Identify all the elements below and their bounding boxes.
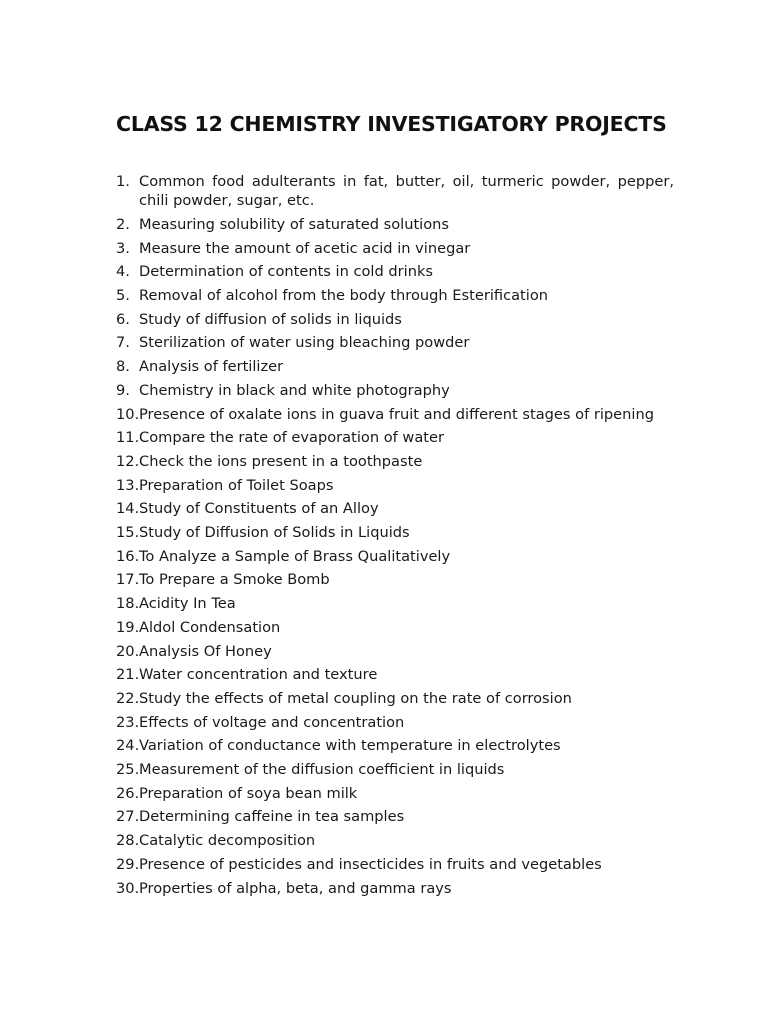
list-item [116,172,674,210]
list-item [116,452,674,471]
list-item [116,262,674,281]
list-item [116,594,674,613]
list-item-number: 29. [116,855,140,873]
project-list [116,172,674,902]
list-item-number: 18. [116,595,140,613]
list-item-text: Chemistry in black and white photography [139,381,450,399]
list-item [116,405,674,424]
list-item-text: Presence of oxalate ions in guava fruit and different stages of ripening [139,405,654,423]
list-item [116,333,674,352]
list-item [116,855,674,874]
list-item-text: Acidity In Tea [139,595,236,613]
list-item-number: 3. [116,239,130,257]
list-item-text: Catalytic decomposition [139,832,316,850]
list-item-number: 15. [116,524,140,542]
list-item-number: 23. [116,713,140,731]
list-item-number: 21. [116,666,140,684]
list-item [116,831,674,850]
list-item [116,570,674,589]
list-item [116,239,674,258]
list-item-number: 22. [116,689,140,707]
list-item-number: 24. [116,737,140,755]
list-item-number: 17. [116,571,140,589]
list-item-number: 16. [116,547,140,565]
list-item-text: To Analyze a Sample of Brass Qualitatively [139,547,451,565]
list-item-text: To Prepare a Smoke Bomb [139,571,330,589]
list-item-text: Measuring solubility of saturated solutions [139,215,449,233]
list-item-number: 12. [116,452,140,470]
list-item [116,547,674,566]
list-item-number: 30. [116,879,140,897]
list-item-number: 26. [116,784,140,802]
list-item-text: Presence of pesticides and insecticides in fruits and vegetables [139,855,602,873]
page-title: CLASS 12 CHEMISTRY INVESTIGATORY PROJECTS [116,112,667,136]
list-item-number: 27. [116,808,140,826]
list-item-text: Check the ions present in a toothpaste [139,452,423,470]
list-item-number: 7. [116,334,130,352]
list-item-text: Measurement of the diffusion coefficient in liquids [139,761,505,779]
list-item [116,523,674,542]
list-item-text: Determining caffeine in tea samples [139,808,405,826]
list-item [116,879,674,898]
list-item [116,807,674,826]
list-item-text: Properties of alpha, beta, and gamma rays [139,879,452,897]
list-item-text: Variation of conductance with temperature in electrolytes [139,737,561,755]
list-item [116,381,674,400]
list-item [116,476,674,495]
list-item-number: 28. [116,832,140,850]
list-item-text: Effects of voltage and concentration [139,713,405,731]
list-item [116,286,674,305]
list-item-number: 13. [116,476,140,494]
list-item-number: 9. [116,381,130,399]
list-item-text: Preparation of Toilet Soaps [139,476,334,494]
list-item-number: 25. [116,761,140,779]
list-item [116,215,674,234]
list-item [116,499,674,518]
list-item-text: Analysis Of Honey [139,642,272,660]
list-item-text: Study of Diffusion of Solids in Liquids [139,524,410,542]
list-item-text: Study of diffusion of solids in liquids [139,310,402,328]
list-item [116,642,674,661]
list-item-number: 19. [116,618,140,636]
list-item-text: Study the effects of metal coupling on the rate of corrosion [139,689,572,707]
list-item-text: Analysis of fertilizer [139,358,284,376]
list-item-number: 11. [116,429,140,447]
list-item-number: 20. [116,642,140,660]
list-item-number: 6. [116,310,130,328]
list-item-number: 2. [116,215,130,233]
list-item-number: 8. [116,358,130,376]
list-item-text: Water concentration and texture [139,666,378,684]
list-item-text: Measure the amount of acetic acid in vinegar [139,239,471,257]
list-item-number: 4. [116,263,130,281]
list-item-text: Study of Constituents of an Alloy [139,500,379,518]
list-item [116,618,674,637]
list-item [116,689,674,708]
list-item-text: Common food adulterants in fat, butter, oil, turmeric powder, pepper, chili powder, sugar, etc. [139,173,674,210]
list-item-text: Sterilization of water using bleaching powder [139,334,470,352]
list-item [116,760,674,779]
list-item-text: Aldol Condensation [139,618,281,636]
list-item [116,784,674,803]
list-item [116,428,674,447]
list-item-text: Removal of alcohol from the body through Esterification [139,287,549,305]
list-item [116,713,674,732]
list-item-number: 14. [116,500,140,518]
list-item-number: 10. [116,405,140,423]
list-item [116,736,674,755]
list-item-number: 1. [116,173,130,190]
list-item [116,357,674,376]
list-item-number: 5. [116,287,130,305]
list-item [116,310,674,329]
list-item-text: Determination of contents in cold drinks [139,263,434,281]
list-item-text: Compare the rate of evaporation of water [139,429,444,447]
list-item-text: Preparation of soya bean milk [139,784,358,802]
list-item [116,665,674,684]
